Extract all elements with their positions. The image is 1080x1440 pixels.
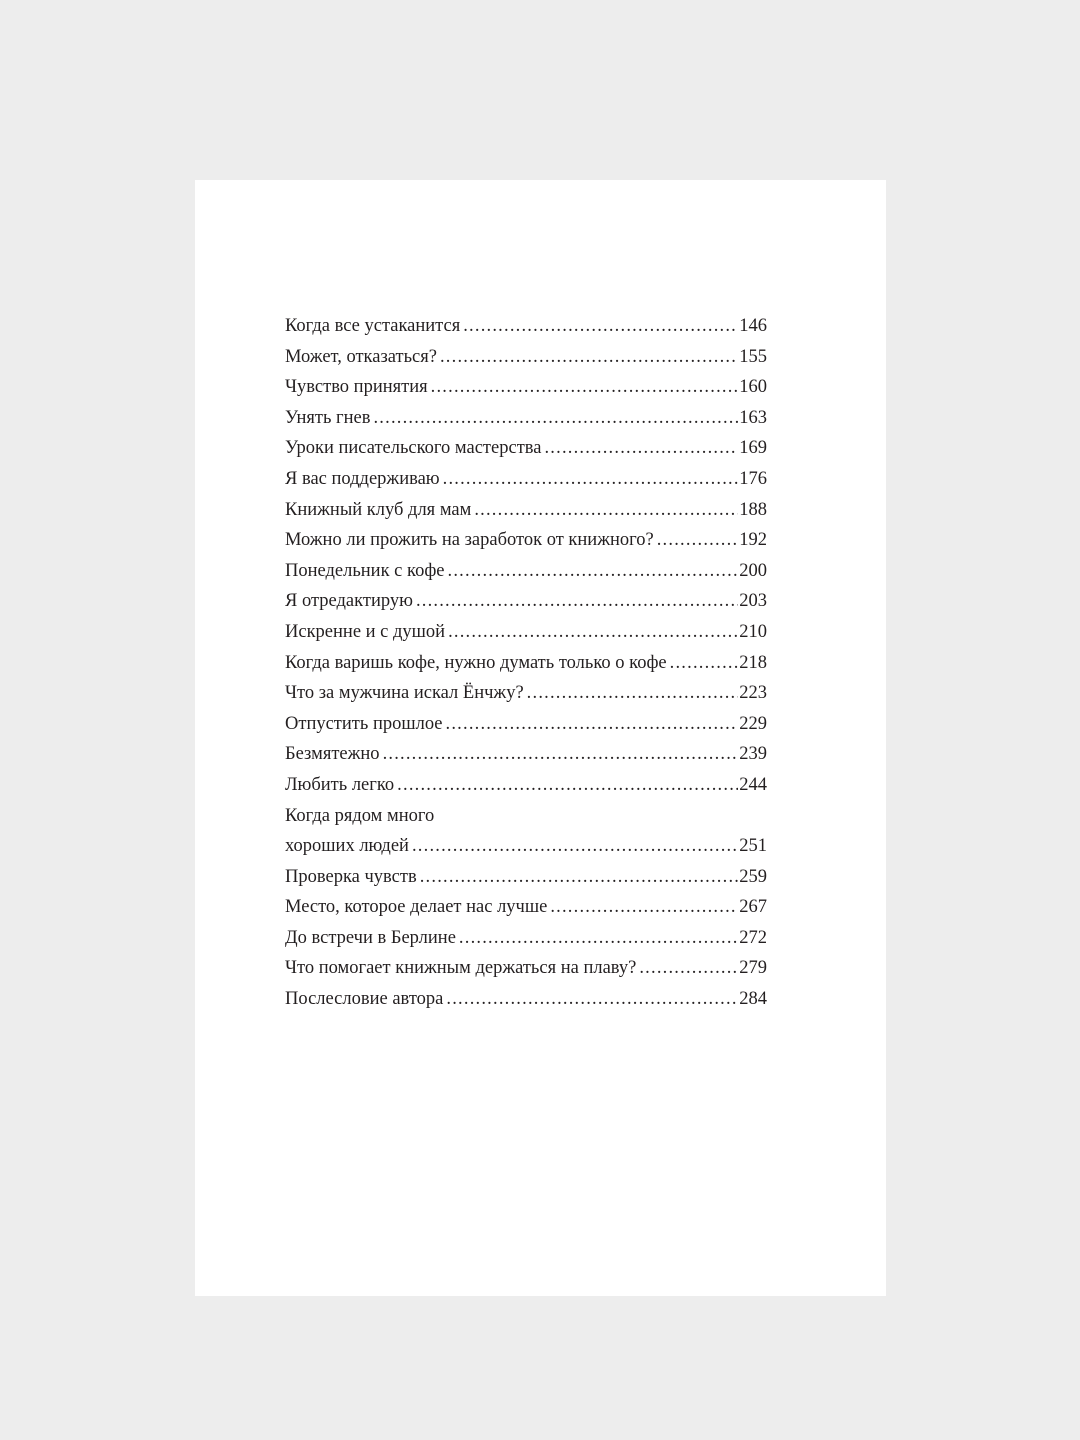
toc-entry-line — [285, 892, 767, 923]
toc-entry-line — [285, 464, 767, 495]
toc-entry-line — [285, 739, 767, 770]
toc-dot-leader — [527, 678, 739, 709]
toc-entry-page-number: 155 — [739, 346, 767, 367]
toc-dot-leader — [416, 586, 738, 617]
toc-dot-leader — [446, 984, 738, 1015]
toc-entry-page-number: 284 — [739, 989, 767, 1010]
toc-entry-page-number: 210 — [739, 621, 767, 642]
toc-entry-title: Уроки писательского мастерства — [285, 438, 542, 459]
toc-entry-line — [285, 984, 767, 1015]
toc-entry-line — [285, 953, 767, 984]
toc-entry-title: Что за мужчина искал Ёнчжу? — [285, 683, 524, 704]
toc-entry-line — [285, 923, 767, 954]
toc-entry-page-number: 163 — [739, 407, 767, 428]
toc-entry — [285, 923, 767, 954]
toc-dot-leader — [412, 831, 738, 862]
toc-entry-title: Я отредактирую — [285, 591, 413, 612]
toc-entry-title: Книжный клуб для мам — [285, 499, 472, 520]
toc-entry-line — [285, 342, 767, 373]
toc-entry — [285, 433, 767, 464]
toc-entry-title: Проверка чувств — [285, 866, 417, 887]
toc-dot-leader — [443, 464, 739, 495]
toc-dot-leader — [550, 892, 738, 923]
toc-entry — [285, 372, 767, 403]
toc-entry-page-number: 259 — [739, 866, 767, 887]
toc-entry-page-number: 200 — [739, 560, 767, 581]
toc-dot-leader — [463, 311, 738, 342]
toc-entry — [285, 403, 767, 434]
toc-entry-title: Я вас поддерживаю — [285, 468, 440, 489]
toc-entry-page-number: 203 — [739, 591, 767, 612]
toc-entry-title: хороших людей — [285, 836, 409, 857]
toc-entry-title: Унять гнев — [285, 407, 371, 428]
toc-entry-line — [285, 617, 767, 648]
toc-entry-title: Чувство принятия — [285, 377, 428, 398]
toc-entry-line — [285, 433, 767, 464]
toc-entry-title: Искренне и с душой — [285, 621, 446, 642]
toc-dot-leader — [448, 556, 739, 587]
toc-entry — [285, 862, 767, 893]
toc-entry — [285, 739, 767, 770]
toc-dot-leader — [670, 648, 739, 679]
toc-entry-page-number: 279 — [739, 958, 767, 979]
toc-entry-title: Что помогает книжным держаться на плаву? — [285, 958, 637, 979]
toc-entry-page-number: 218 — [739, 652, 767, 673]
toc-entry-line — [285, 831, 767, 862]
toc-entry-title-first-line: Когда рядом много — [285, 805, 435, 826]
toc-dot-leader — [383, 739, 739, 770]
toc-entry — [285, 892, 767, 923]
toc-dot-leader — [440, 342, 738, 373]
toc-dot-leader — [657, 525, 739, 556]
toc-dot-leader — [474, 495, 738, 526]
toc-entry-page-number: 244 — [739, 774, 767, 795]
toc-entry-line — [285, 648, 767, 679]
toc-entry-title: Безмятежно — [285, 744, 380, 765]
toc-entry-line — [285, 311, 767, 342]
toc-dot-leader — [373, 403, 738, 434]
toc-dot-leader — [446, 709, 739, 740]
toc-entry-page-number: 229 — [739, 713, 767, 734]
toc-entry-line — [285, 556, 767, 587]
toc-entry-page-number: 267 — [739, 897, 767, 918]
toc-entry-title: Отпустить прошлое — [285, 713, 443, 734]
toc-entry-page-number: 146 — [739, 316, 767, 336]
toc-entry — [285, 648, 767, 679]
toc-entry-title: Когда варишь кофе, нужно думать только о кофе — [285, 652, 667, 673]
toc-entry-line — [285, 372, 767, 403]
toc-entry-page-number: 169 — [739, 438, 767, 459]
toc-entry-page-number: 223 — [739, 683, 767, 704]
table-of-contents — [285, 311, 767, 1015]
toc-entry-line — [285, 495, 767, 526]
toc-entry — [285, 586, 767, 617]
toc-entry — [285, 525, 767, 556]
toc-entry-page-number: 160 — [739, 377, 767, 398]
toc-entry-line — [285, 770, 767, 801]
toc-entry — [285, 311, 767, 342]
toc-entry-line — [285, 525, 767, 556]
toc-entry-title: Может, отказаться? — [285, 346, 437, 367]
toc-entry-page-number: 188 — [739, 499, 767, 520]
toc-entry-title: Когда все устаканится — [285, 316, 461, 336]
toc-dot-leader — [397, 770, 738, 801]
toc-dot-leader — [544, 433, 738, 464]
toc-entry — [285, 495, 767, 526]
toc-entry-title: Понедельник с кофе — [285, 560, 445, 581]
toc-dot-leader — [459, 923, 738, 954]
toc-entry-page-number: 192 — [739, 530, 767, 551]
toc-entry-line — [285, 862, 767, 893]
toc-dot-leader — [420, 862, 739, 893]
toc-entry-title: До встречи в Берлине — [285, 927, 456, 948]
toc-entry-title: Послесловие автора — [285, 989, 444, 1010]
toc-entry-line — [285, 586, 767, 617]
toc-entry — [285, 801, 767, 862]
toc-entry-title: Любить легко — [285, 774, 395, 795]
toc-entry-page-number: 251 — [739, 836, 767, 857]
book-page — [195, 180, 886, 1296]
toc-dot-leader — [448, 617, 738, 648]
toc-entry-title: Можно ли прожить на заработок от книжного? — [285, 530, 654, 551]
toc-entry — [285, 617, 767, 648]
toc-entry — [285, 678, 767, 709]
toc-entry — [285, 464, 767, 495]
toc-entry-title: Место, которое делает нас лучше — [285, 897, 548, 918]
toc-entry — [285, 770, 767, 801]
toc-entry — [285, 556, 767, 587]
toc-entry — [285, 342, 767, 373]
toc-entry — [285, 709, 767, 740]
toc-entry-line — [285, 709, 767, 740]
toc-entry-page-number: 176 — [739, 468, 767, 489]
toc-entry-line — [285, 403, 767, 434]
toc-entry — [285, 953, 767, 984]
toc-dot-leader — [639, 953, 738, 984]
toc-entry — [285, 984, 767, 1015]
toc-entry-line — [285, 678, 767, 709]
toc-dot-leader — [431, 372, 739, 403]
toc-entry-page-number: 272 — [739, 927, 767, 948]
toc-entry-page-number: 239 — [739, 744, 767, 765]
